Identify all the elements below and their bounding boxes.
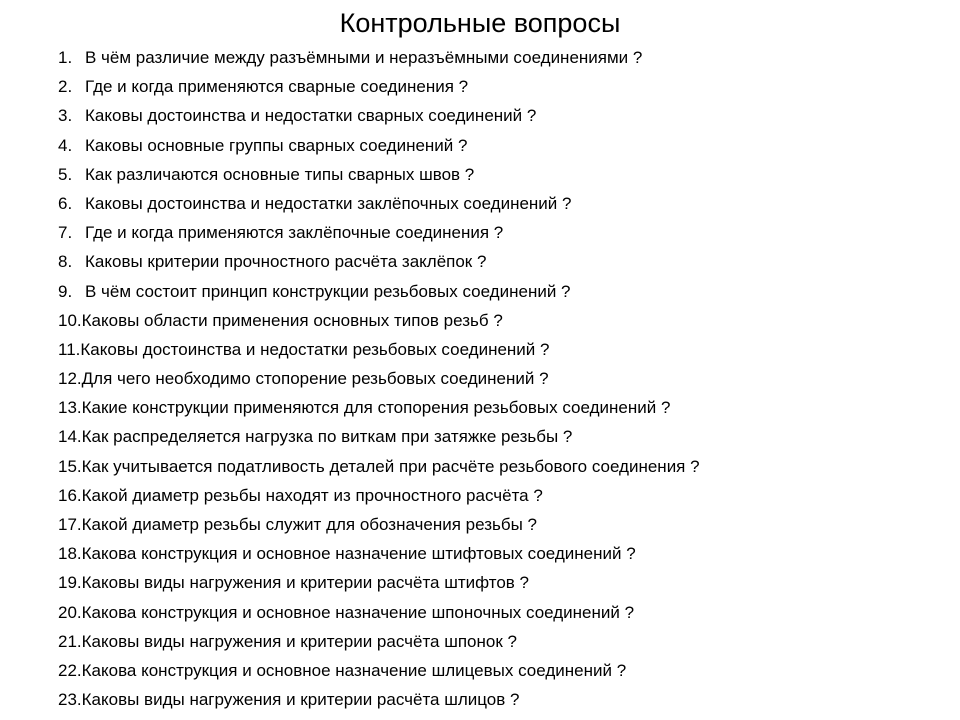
question-text: Как учитывается податливость деталей при расчёте резьбового соединения ? [81,456,700,476]
question-text: В чём состоит принцип конструкции резьбовых соединений ? [85,281,571,301]
questions-list [58,43,948,714]
question-text: Каковы достоинства и недостатки резьбовых соединений ? [80,339,550,359]
question-item [58,101,948,130]
question-number: 19. [58,573,82,593]
question-number: 14. [58,427,82,447]
question-number: 23. [58,690,82,710]
question-number: 22. [58,660,82,680]
question-number: 5. [58,164,73,184]
slide-title: Контрольные вопросы [339,8,621,38]
question-item [58,43,948,72]
question-number: 15. [58,456,82,476]
question-text: Каковы виды нагружения и критерии расчёта шпонок ? [81,631,517,651]
question-item [58,160,948,189]
question-item [58,393,948,422]
question-number: 4. [58,135,73,155]
question-item [58,481,948,510]
question-text: Каковы достоинства и недостатки сварных соединений ? [85,106,537,126]
question-number: 12. [58,369,82,389]
question-item [58,627,948,656]
question-text: Каковы виды нагружения и критерии расчёта шлицов ? [81,690,520,710]
question-number: 18. [58,544,82,564]
question-text: В чём различие между разъёмными и неразъёмными соединениями ? [85,48,643,67]
question-text: Какой диаметр резьбы находят из прочностного расчёта ? [81,485,543,505]
question-text: Где и когда применяются сварные соединения ? [85,77,469,97]
question-item [58,218,948,247]
question-text: Какова конструкция и основное назначение шлицевых соединений ? [81,660,627,680]
question-item [58,247,948,276]
question-item [58,568,948,597]
question-text: Каковы достоинства и недостатки заклёпочных соединений ? [85,193,572,213]
question-text: Где и когда применяются заклёпочные соединения ? [85,223,504,243]
question-item [58,131,948,160]
question-item [58,685,948,714]
question-text: Какова конструкция и основное назначение шпоночных соединений ? [81,602,635,622]
question-text: Для чего необходимо стопорение резьбовых соединений ? [81,369,549,389]
question-number: 9. [58,281,73,301]
question-text: Какой диаметр резьбы служит для обозначения резьбы ? [81,515,537,534]
question-number: 21. [58,631,82,651]
question-item [58,422,948,451]
question-item [58,72,948,101]
question-number: 3. [58,106,73,126]
question-number: 11. [58,339,81,359]
question-item [58,335,948,364]
question-number: 16. [58,485,82,505]
question-text: Как распределяется нагрузка по виткам при затяжке резьбы ? [81,427,573,447]
question-number: 13. [58,398,82,418]
question-item [58,306,948,335]
question-text: Как различаются основные типы сварных швов ? [85,164,475,184]
question-item [58,189,948,218]
question-item [58,277,948,306]
question-text: Каковы критерии прочностного расчёта заклёпок ? [85,252,487,272]
question-number: 8. [58,252,73,272]
question-item [58,539,948,568]
question-item [58,452,948,481]
question-number: 7. [58,223,73,243]
question-text: Какова конструкция и основное назначение штифтовых соединений ? [81,544,636,564]
question-number: 2. [58,77,73,97]
question-text: Каковы виды нагружения и критерии расчёта штифтов ? [81,573,530,593]
question-number: 20. [58,602,82,622]
question-number: 10. [58,310,82,330]
question-text: Каковы области применения основных типов резьб ? [81,310,503,330]
question-item [58,510,948,539]
question-text: Какие конструкции применяются для стопорения резьбовых соединений ? [81,398,671,418]
question-item [58,364,948,393]
question-number: 17. [58,515,82,534]
question-text: Каковы основные группы сварных соединений ? [85,135,468,155]
question-item [58,656,948,685]
question-number: 6. [58,193,73,213]
question-item [58,598,948,627]
question-number: 1. [58,48,73,67]
